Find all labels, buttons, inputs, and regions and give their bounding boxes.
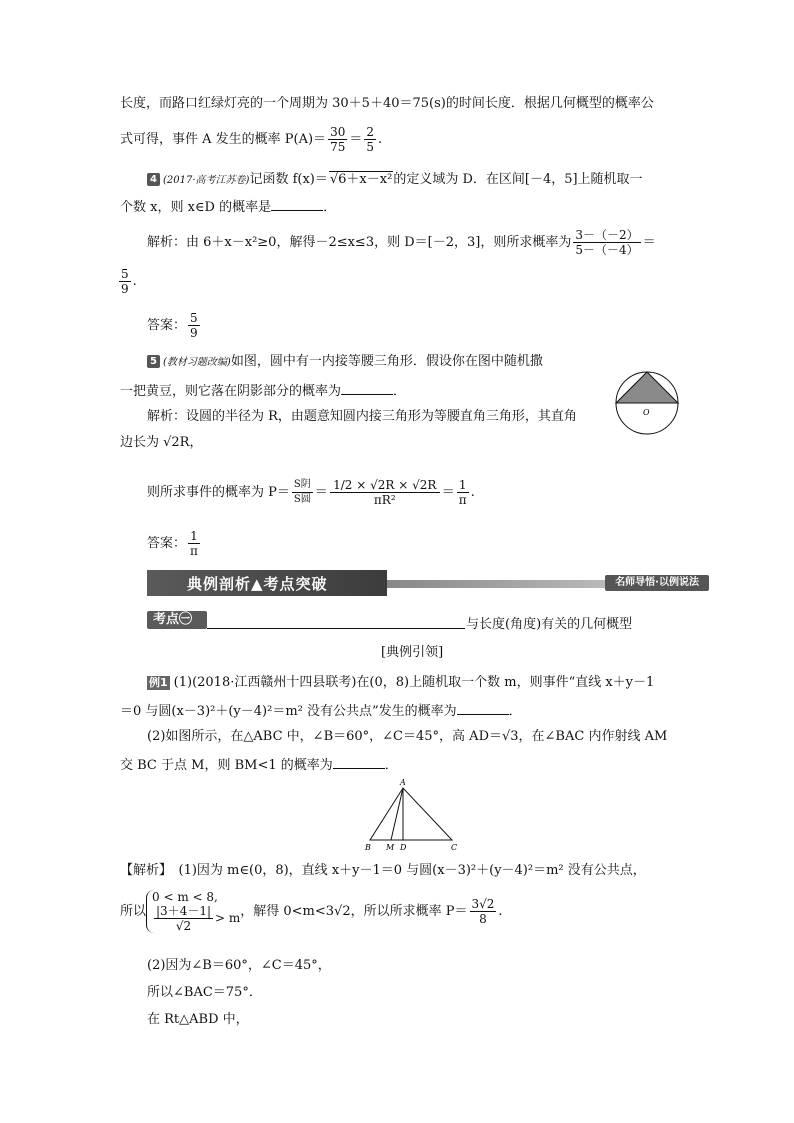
system-row [152, 904, 240, 933]
text-span: 交 BC 于点 M，则 BM<1 的概率为 [120, 758, 333, 773]
section-banner [147, 570, 709, 596]
solution-line: (2)因为∠B＝60°，∠C＝45°， [147, 958, 331, 973]
fraction [188, 311, 200, 340]
text-span: ． [384, 758, 398, 773]
fraction [573, 228, 640, 257]
text-span: ． [393, 384, 407, 399]
fraction [188, 529, 200, 558]
fraction-denominator: π [190, 544, 198, 558]
question-source: (2017·高考江苏卷) [163, 175, 250, 186]
fraction-numerator: |3＋4－1| [156, 904, 212, 918]
fraction-denominator: 8 [479, 912, 487, 926]
system-row: 0 < m < 8, [152, 890, 218, 904]
text-span: ＝ [314, 485, 328, 500]
fraction-numerator: 30 [330, 125, 346, 139]
solution-line [147, 225, 656, 261]
triangle-figure [360, 776, 464, 854]
text-span: 的定义域为 D．在区间[－4，5]上随机取一 [393, 172, 643, 187]
text-span: (1)(2018·江西赣州十四县联考)在(0，8)上随机取一个数 m，则事件“直线 x＋y－1 [173, 675, 655, 690]
text-span: ＝ [441, 485, 455, 500]
text-span: . [498, 904, 503, 919]
fraction [457, 478, 469, 507]
fraction-denominator: 75 [330, 140, 346, 154]
banner-title: 典例剖析▲考点突破 [187, 575, 328, 593]
fraction-denominator: S圆 [293, 494, 311, 505]
text-line: (2)如图所示，在△ABC 中，∠B＝60°，∠C＝45°，高 AD＝√3，在∠BAC 内作射线 AM [147, 729, 668, 744]
circle-triangle-figure [614, 370, 680, 436]
fraction-denominator: 9 [121, 282, 129, 296]
text-line [120, 198, 336, 216]
text-line [120, 756, 398, 774]
text-span: 一把黄豆，则它落在阴影部分的概率为 [120, 384, 342, 399]
fraction [364, 125, 376, 154]
banner-tag: 名师导悟·以例说法 [605, 575, 709, 591]
answer-blank [341, 382, 393, 395]
solution-line: 在 Rt△ABD 中， [147, 1012, 249, 1027]
text-span: 个数 x，则 x∈D 的概率是 [120, 200, 272, 215]
text-span: ＝ [349, 132, 363, 147]
fraction-numerator: 5 [190, 311, 198, 325]
fraction-numerator: 3√2 [471, 897, 495, 911]
section-subtitle: [典例引领] [381, 645, 444, 660]
answer-line [147, 308, 202, 344]
answer-line [147, 526, 202, 562]
fraction-denominator: 5 [366, 140, 375, 154]
vertex-label-c: C [451, 843, 458, 852]
text-span: . [378, 132, 383, 147]
text-span: 解析：由 6＋x－x²≥0，解得－2≤x≤3，则 D＝[－2，3]，则所求概率为 [147, 235, 572, 250]
fraction [292, 478, 313, 507]
text-span: > m [215, 911, 241, 925]
question-number-icon: 4 [147, 173, 160, 186]
question-5 [147, 354, 543, 371]
kaodian-title: 与长度(角度)有关的几何概型 [466, 617, 633, 632]
text-line: 长度，而路口红绿灯亮的一个周期为 30＋5＋40＝75(s)的时间长度．根据几何概型的概率公 [120, 96, 654, 111]
solution-line: 解析：设圆的半径为 R，由题意知圆内接三角形为等腰直角三角形，其直角 [147, 409, 577, 424]
fraction-numerator: 1/2 × √2R × √2R [330, 478, 440, 493]
kaodian-rule [207, 628, 465, 629]
text-line: 边长为 √2R， [120, 435, 203, 450]
fraction [119, 267, 131, 296]
answer-blank [333, 756, 385, 769]
text-span: 式可得，事件 A 发生的概率 P(A)＝ [120, 132, 327, 147]
question-number-icon: 5 [147, 355, 160, 368]
answer-blank [457, 702, 509, 715]
text-span: ，解得 0<m<3√2，所以所求概率 P＝ [240, 904, 468, 919]
example-1 [147, 675, 654, 691]
text-span: 如图，圆中有一内接等腰三角形．假设你在图中随机撒 [230, 354, 543, 369]
fraction-numerator: 1 [457, 478, 469, 493]
solution-line: 【解析】 (1)因为 m∈(0，8)，直线 x＋y－1＝0 与圆(x－3)²＋(y－4)²＝m² 没有公共点， [120, 863, 646, 878]
text-span: 则所求事件的概率为 P＝ [147, 485, 290, 500]
fraction-denominator: π [458, 493, 467, 507]
question-source: (教材习题改编) [163, 357, 231, 368]
sqrt-radicand: 6＋x－x² [338, 172, 393, 187]
solution-line: 所以∠BAC＝75°． [147, 985, 262, 1000]
vertex-label-b: B [365, 843, 371, 852]
kaodian-label: 考点㊀ [147, 611, 207, 629]
fraction-denominator: 5－（－4） [575, 243, 639, 257]
fraction-numerator: 3－（－2） [575, 228, 639, 242]
text-line [120, 122, 382, 158]
equation-system [146, 890, 240, 933]
text-line [120, 382, 406, 400]
answer-label: 答案： [147, 536, 187, 551]
vertex-label-d: D [400, 843, 407, 852]
fraction [154, 904, 213, 933]
text-span: . [132, 274, 137, 289]
text-span: 所以 [120, 904, 147, 919]
fraction-denominator: √2 [175, 919, 192, 933]
fraction-numerator: 2 [366, 125, 375, 139]
answer-blank [271, 198, 323, 211]
question-4 [147, 171, 643, 189]
vertex-label-a: A [400, 778, 406, 787]
text-span: ＝0 与圆(x－3)²＋(y－4)²＝m² 没有公共点”发生的概率为 [120, 704, 457, 719]
text-line [117, 264, 137, 300]
text-span: ． [323, 200, 337, 215]
fraction-numerator: 5 [121, 267, 129, 281]
fraction [330, 478, 440, 507]
vertex-label-m: M [386, 843, 395, 852]
example-tag: 例1 [149, 676, 168, 689]
fraction [470, 897, 497, 926]
text-span: 记函数 f(x)＝ [249, 172, 328, 187]
text-span: ． [508, 704, 522, 719]
probability-expression [147, 462, 475, 524]
text-line [120, 702, 522, 720]
sqrt-expression: √6＋x－x² [329, 172, 393, 187]
answer-label: 答案： [147, 318, 187, 333]
text-span: . [470, 485, 475, 500]
solution-line [120, 886, 503, 938]
fraction-denominator: πR² [373, 493, 396, 507]
fraction-numerator: 1 [188, 529, 200, 544]
fraction [328, 125, 347, 154]
text-span: ＝ [642, 235, 656, 250]
circle-center-label: O [643, 408, 650, 417]
fraction-numerator: S阴 [292, 478, 313, 493]
fraction-denominator: 9 [190, 326, 198, 340]
